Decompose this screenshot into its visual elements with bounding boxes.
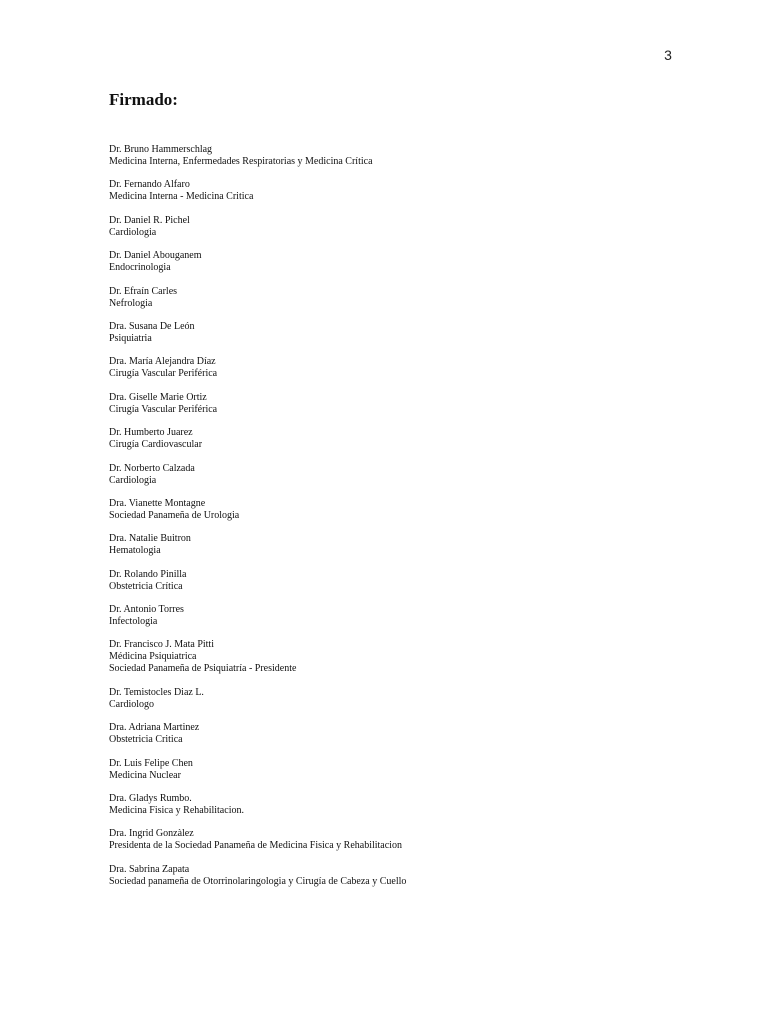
signatory-affiliation: Endocrinologia <box>109 262 171 274</box>
signatory-name: Dr. Daniel R. Pichel <box>109 214 190 226</box>
signatory-affiliation: Sociedad Panameña de Urologia <box>109 509 240 521</box>
signatory-entry <box>109 356 749 380</box>
signatory-affiliation: Medicina Interna - Medicina Critica <box>109 191 254 203</box>
signatory-name: Dr. Temistocles Diaz L. <box>109 686 204 698</box>
signatory-name: Dra. Ingrid Gonzàlez <box>109 828 194 840</box>
signatory-entry <box>109 687 749 711</box>
signatory-name: Dra. Natalie Buitron <box>109 533 191 545</box>
signatory-entry <box>109 250 749 274</box>
signatory-name: Dra. Gladys Rumbo. <box>109 793 192 805</box>
signatory-entry <box>109 498 749 522</box>
signatory-entry <box>109 828 749 852</box>
signatory-list <box>109 144 749 899</box>
signatory-affiliation: Obstetricia Critica <box>109 734 183 746</box>
signatory-name: Dr. Antonio Torres <box>109 604 184 616</box>
signatory-name: Dra. María Alejandra Díaz <box>109 356 216 368</box>
signatory-entry <box>109 179 749 203</box>
signatory-name: Dr. Norberto Calzada <box>109 462 195 474</box>
signatory-affiliation: Cirugía Cardiovascular <box>109 439 203 451</box>
signatory-name: Dr. Luis Felipe Chen <box>109 757 193 769</box>
signatory-name: Dra. Sabrina Zapata <box>109 863 190 875</box>
signatory-name: Dr. Francisco J. Mata Pitti <box>109 639 214 651</box>
signatory-name: Dra. Adriana Martinez <box>109 722 200 734</box>
signatory-affiliation: Médicina Psiquiatrica <box>109 651 197 663</box>
signatory-entry <box>109 639 749 675</box>
signatory-affiliation: Hematologia <box>109 545 161 557</box>
signatory-entry <box>109 569 749 593</box>
signatory-entry <box>109 758 749 782</box>
signatory-entry <box>109 604 749 628</box>
signatory-affiliation: Infectologia <box>109 616 158 628</box>
signatory-affiliation: Cirugía Vascular Periférica <box>109 368 218 380</box>
signatory-affiliation: Medicina Interna, Enfermedades Respiratorias y Medicina Crítica <box>109 156 373 167</box>
signatory-entry <box>109 864 749 888</box>
signatory-affiliation: Cardiologia <box>109 226 157 238</box>
signatory-name: Dra. Vianette Montagne <box>109 497 206 509</box>
signatory-entry <box>109 392 749 416</box>
signatory-name: Dr. Rolando Pinilla <box>109 568 187 580</box>
signatory-entry <box>109 427 749 451</box>
signatory-entry <box>109 533 749 557</box>
signatory-entry <box>109 286 749 310</box>
signatory-entry <box>109 793 749 817</box>
signatory-affiliation: Medicina Fisica y Rehabilitacion. <box>109 805 244 817</box>
signatory-name: Dr. Efraín Carles <box>109 285 178 297</box>
signatory-name: Dr. Daniel Abouganem <box>109 250 202 262</box>
signatory-affiliation: Medicina Nuclear <box>109 769 181 781</box>
signatory-name: Dra. Susana De León <box>109 320 195 332</box>
signatory-name: Dr. Humberto Juarez <box>109 427 193 439</box>
signatory-affiliation: Obstetricia Crítica <box>109 580 183 592</box>
signatory-affiliation: Cardiologo <box>109 698 154 710</box>
signatory-affiliation: Cardiologia <box>109 474 157 486</box>
signatory-affiliation: Presidenta de la Sociedad Panameña de Medicina Fisica y Rehabilitacion <box>109 840 402 852</box>
signatory-affiliation: Psiquiatria <box>109 332 152 344</box>
signatory-entry <box>109 144 749 168</box>
signatory-affiliation: Sociedad panameña de Otorrinolaringologia y Cirugía de Cabeza y Cuello <box>109 875 407 887</box>
signatory-affiliation: Sociedad Panameña de Psiquiatría - Presidente <box>109 663 297 675</box>
signatory-entry <box>109 215 749 239</box>
signatory-name: Dra. Giselle Marie Ortiz <box>109 391 207 403</box>
signatory-affiliation: Nefrologia <box>109 297 153 309</box>
signatory-entry <box>109 722 749 746</box>
page-number: 3 <box>664 47 672 63</box>
signatory-entry <box>109 321 749 345</box>
signatory-affiliation: Cirugía Vascular Periférica <box>109 403 218 415</box>
signatory-entry <box>109 463 749 487</box>
signatory-name: Dr. Fernando Alfaro <box>109 179 190 191</box>
signed-heading: Firmado: <box>109 90 178 109</box>
signatory-name: Dr. Bruno Hammerschlag <box>109 144 213 155</box>
